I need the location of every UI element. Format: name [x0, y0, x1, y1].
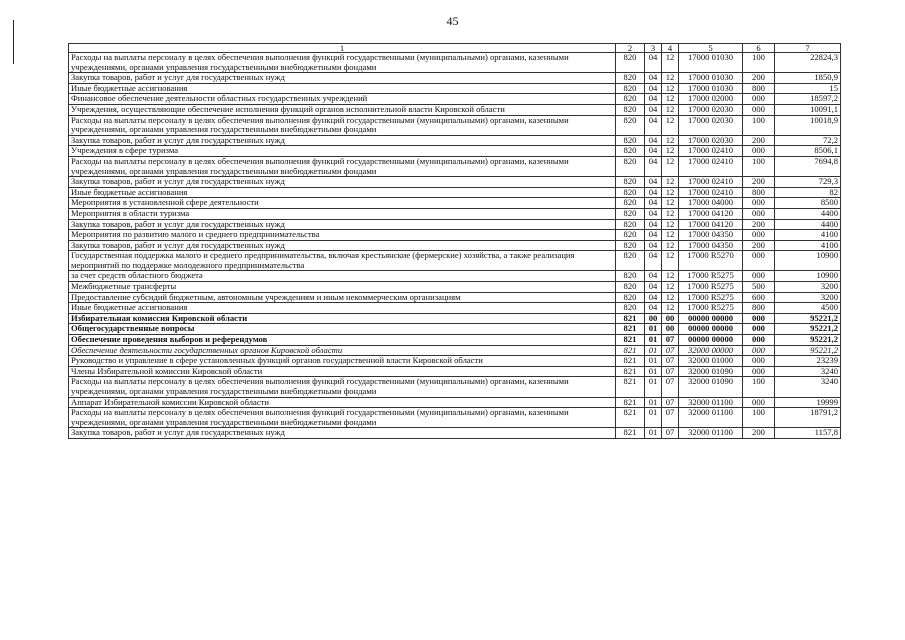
- row-amount: 8506,1: [775, 146, 841, 157]
- row-expense-type: 000: [743, 230, 775, 241]
- row-amount: 23239: [775, 356, 841, 367]
- row-admin-code: 821: [616, 356, 645, 367]
- row-target-article: 17000 R5275: [679, 303, 743, 314]
- row-name: Закупка товаров, работ и услуг для государственных нужд: [69, 73, 616, 84]
- row-section: 04: [645, 73, 662, 84]
- row-target-article: 00000 00000: [679, 335, 743, 346]
- row-target-article: 32000 01100: [679, 397, 743, 408]
- row-admin-code: 820: [616, 251, 645, 271]
- row-section: 04: [645, 146, 662, 157]
- row-subsection: 07: [662, 408, 679, 428]
- row-admin-code: 820: [616, 219, 645, 230]
- table-row: [69, 104, 841, 115]
- row-section: 04: [645, 104, 662, 115]
- row-name: Учреждения, осуществляющие обеспечение исполнения функций органов исполнительной власти Кировской области: [69, 104, 616, 115]
- row-admin-code: 820: [616, 230, 645, 241]
- row-section: 04: [645, 115, 662, 135]
- row-admin-code: 820: [616, 240, 645, 251]
- row-amount: 19999: [775, 397, 841, 408]
- row-admin-code: 820: [616, 198, 645, 209]
- row-expense-type: 600: [743, 292, 775, 303]
- row-admin-code: 820: [616, 146, 645, 157]
- table-row: [69, 292, 841, 303]
- row-subsection: 12: [662, 187, 679, 198]
- row-admin-code: 821: [616, 397, 645, 408]
- row-name: Мероприятия в области туризма: [69, 208, 616, 219]
- row-expense-type: 000: [743, 366, 775, 377]
- header-col-4: 4: [662, 44, 679, 53]
- row-subsection: 07: [662, 356, 679, 367]
- row-amount: 4400: [775, 219, 841, 230]
- row-expense-type: 100: [743, 115, 775, 135]
- table-row: [69, 356, 841, 367]
- row-amount: 729,3: [775, 177, 841, 188]
- table-row: [69, 335, 841, 346]
- row-name: Учреждения в сфере туризма: [69, 146, 616, 157]
- row-expense-type: 100: [743, 156, 775, 176]
- row-expense-type: 000: [743, 397, 775, 408]
- row-amount: 95221,2: [775, 313, 841, 324]
- row-name: Руководство и управление в сфере установленных функций органов государственной власти Кировской области: [69, 356, 616, 367]
- row-name: Закупка товаров, работ и услуг для государственных нужд: [69, 177, 616, 188]
- row-subsection: 12: [662, 208, 679, 219]
- row-expense-type: 000: [743, 335, 775, 346]
- row-amount: 3200: [775, 292, 841, 303]
- row-expense-type: 000: [743, 208, 775, 219]
- row-expense-type: 000: [743, 94, 775, 105]
- row-admin-code: 821: [616, 335, 645, 346]
- table-row: [69, 397, 841, 408]
- row-subsection: 12: [662, 73, 679, 84]
- row-name: Мероприятия по развитию малого и среднего предпринимательства: [69, 230, 616, 241]
- row-admin-code: 820: [616, 282, 645, 293]
- row-target-article: 17000 02410: [679, 146, 743, 157]
- row-admin-code: 820: [616, 104, 645, 115]
- row-section: 04: [645, 230, 662, 241]
- row-expense-type: 000: [743, 251, 775, 271]
- row-amount: 1850,9: [775, 73, 841, 84]
- row-name: Иные бюджетные ассигнования: [69, 187, 616, 198]
- row-admin-code: 820: [616, 135, 645, 146]
- row-target-article: 17000 02410: [679, 156, 743, 176]
- row-subsection: 12: [662, 104, 679, 115]
- row-target-article: 17000 R5275: [679, 282, 743, 293]
- row-target-article: 17000 01030: [679, 73, 743, 84]
- row-amount: 10091,1: [775, 104, 841, 115]
- header-col-2: 2: [616, 44, 645, 53]
- row-target-article: 17000 02030: [679, 135, 743, 146]
- row-target-article: 17000 02000: [679, 94, 743, 105]
- row-admin-code: 820: [616, 177, 645, 188]
- row-amount: 95221,2: [775, 324, 841, 335]
- row-expense-type: 000: [743, 313, 775, 324]
- row-expense-type: 200: [743, 177, 775, 188]
- row-section: 04: [645, 177, 662, 188]
- table-header-row: [69, 44, 841, 53]
- row-amount: 7694,8: [775, 156, 841, 176]
- row-admin-code: 821: [616, 366, 645, 377]
- row-admin-code: 820: [616, 73, 645, 84]
- row-admin-code: 820: [616, 292, 645, 303]
- row-name: Закупка товаров, работ и услуг для государственных нужд: [69, 240, 616, 251]
- row-subsection: 12: [662, 303, 679, 314]
- row-name: Предоставление субсидий бюджетным, автономным учреждениям и иным некоммерческим организациям: [69, 292, 616, 303]
- row-section: 01: [645, 345, 662, 356]
- table-row: [69, 135, 841, 146]
- row-expense-type: 200: [743, 135, 775, 146]
- row-amount: 95221,2: [775, 345, 841, 356]
- table-row: [69, 428, 841, 439]
- row-amount: 10018,9: [775, 115, 841, 135]
- table-row: [69, 282, 841, 293]
- row-name: Расходы на выплаты персоналу в целях обеспечения выполнения функций государственными (муниципальными) органами, казенными учреждениями, органами управления государственными внебюджетными фондами: [69, 156, 616, 176]
- row-target-article: 32000 01100: [679, 428, 743, 439]
- table-row: [69, 115, 841, 135]
- row-amount: 82: [775, 187, 841, 198]
- table-row: [69, 187, 841, 198]
- row-subsection: 07: [662, 335, 679, 346]
- row-section: 04: [645, 187, 662, 198]
- row-section: 01: [645, 335, 662, 346]
- table-body: [69, 53, 841, 439]
- table-row: [69, 156, 841, 176]
- row-section: 01: [645, 408, 662, 428]
- row-admin-code: 820: [616, 83, 645, 94]
- row-subsection: 12: [662, 271, 679, 282]
- row-name: Общегосударственные вопросы: [69, 324, 616, 335]
- row-section: 04: [645, 303, 662, 314]
- row-amount: 4400: [775, 208, 841, 219]
- row-admin-code: 820: [616, 115, 645, 135]
- row-section: 04: [645, 251, 662, 271]
- row-name: Межбюджетные трансферты: [69, 282, 616, 293]
- row-expense-type: 100: [743, 408, 775, 428]
- header-col-7: 7: [775, 44, 841, 53]
- row-expense-type: 800: [743, 83, 775, 94]
- table-row: [69, 219, 841, 230]
- row-amount: 18791,2: [775, 408, 841, 428]
- table-row: [69, 324, 841, 335]
- row-subsection: 12: [662, 198, 679, 209]
- header-col-6: 6: [743, 44, 775, 53]
- row-amount: 10900: [775, 271, 841, 282]
- row-admin-code: 820: [616, 271, 645, 282]
- row-section: 01: [645, 366, 662, 377]
- row-subsection: 00: [662, 313, 679, 324]
- table-row: [69, 240, 841, 251]
- row-target-article: 17000 04120: [679, 208, 743, 219]
- row-admin-code: 821: [616, 408, 645, 428]
- table-row: [69, 303, 841, 314]
- row-subsection: 12: [662, 240, 679, 251]
- table-row: [69, 377, 841, 397]
- row-expense-type: 800: [743, 187, 775, 198]
- row-subsection: 07: [662, 397, 679, 408]
- row-name: Расходы на выплаты персоналу в целях обеспечения выполнения функций государственными (муниципальными) органами, казенными учреждениями, органами управления государственными внебюджетными фондами: [69, 115, 616, 135]
- row-expense-type: 000: [743, 356, 775, 367]
- row-name: Обеспечение проведения выборов и референдумов: [69, 335, 616, 346]
- table-row: [69, 73, 841, 84]
- row-target-article: 17000 R5270: [679, 251, 743, 271]
- table-row: [69, 366, 841, 377]
- row-name: Избирательная комиссия Кировской области: [69, 313, 616, 324]
- row-name: Расходы на выплаты персоналу в целях обеспечения выполнения функций государственными (муниципальными) органами, казенными учреждениями, органами управления государственными внебюджетными фондами: [69, 53, 616, 73]
- row-amount: 18597,2: [775, 94, 841, 105]
- row-section: 04: [645, 208, 662, 219]
- row-amount: 3240: [775, 366, 841, 377]
- table-row: [69, 146, 841, 157]
- row-name: Государственная поддержка малого и среднего предпринимательства, включая крестьянские (фермерские) хозяйства, а также реализация мероприятий по поддержке молодежного предпринимательства: [69, 251, 616, 271]
- header-col-1: 1: [69, 44, 616, 53]
- row-subsection: 12: [662, 282, 679, 293]
- row-section: 04: [645, 271, 662, 282]
- row-target-article: 17000 01030: [679, 83, 743, 94]
- row-section: 00: [645, 313, 662, 324]
- row-subsection: 07: [662, 377, 679, 397]
- row-expense-type: 800: [743, 303, 775, 314]
- row-target-article: 32000 01090: [679, 366, 743, 377]
- row-section: 01: [645, 356, 662, 367]
- row-amount: 4500: [775, 303, 841, 314]
- row-target-article: 17000 02410: [679, 177, 743, 188]
- row-subsection: 12: [662, 219, 679, 230]
- row-target-article: 17000 02410: [679, 187, 743, 198]
- row-expense-type: 100: [743, 53, 775, 73]
- row-admin-code: 821: [616, 313, 645, 324]
- row-admin-code: 820: [616, 208, 645, 219]
- row-target-article: 32000 00000: [679, 345, 743, 356]
- table-row: [69, 83, 841, 94]
- row-subsection: 07: [662, 428, 679, 439]
- row-expense-type: 200: [743, 428, 775, 439]
- row-name: Расходы на выплаты персоналу в целях обеспечения выполнения функций государственными (муниципальными) органами, казенными учреждениями, органами управления государственными внебюджетными фондами: [69, 408, 616, 428]
- header-col-3: 3: [645, 44, 662, 53]
- table-row: [69, 94, 841, 105]
- row-target-article: 17000 R5275: [679, 271, 743, 282]
- row-expense-type: 000: [743, 146, 775, 157]
- row-admin-code: 820: [616, 156, 645, 176]
- row-section: 04: [645, 156, 662, 176]
- row-admin-code: 821: [616, 377, 645, 397]
- table-row: [69, 53, 841, 73]
- row-expense-type: 000: [743, 271, 775, 282]
- table-row: [69, 198, 841, 209]
- row-subsection: 00: [662, 324, 679, 335]
- row-section: 01: [645, 324, 662, 335]
- row-amount: 15: [775, 83, 841, 94]
- row-amount: 4100: [775, 240, 841, 251]
- row-subsection: 12: [662, 94, 679, 105]
- row-admin-code: 821: [616, 345, 645, 356]
- row-admin-code: 820: [616, 187, 645, 198]
- row-subsection: 07: [662, 366, 679, 377]
- row-subsection: 12: [662, 115, 679, 135]
- row-section: 04: [645, 282, 662, 293]
- table-row: [69, 408, 841, 428]
- row-amount: 4100: [775, 230, 841, 241]
- row-section: 01: [645, 397, 662, 408]
- page-number: 45: [446, 14, 459, 28]
- row-section: 04: [645, 219, 662, 230]
- row-admin-code: 821: [616, 428, 645, 439]
- row-admin-code: 820: [616, 94, 645, 105]
- row-target-article: 32000 01000: [679, 356, 743, 367]
- row-amount: 95221,2: [775, 335, 841, 346]
- row-subsection: 12: [662, 83, 679, 94]
- row-name: Иные бюджетные ассигнования: [69, 83, 616, 94]
- row-section: 04: [645, 53, 662, 73]
- row-target-article: 17000 04000: [679, 198, 743, 209]
- table-row: [69, 230, 841, 241]
- row-target-article: 32000 01100: [679, 408, 743, 428]
- row-subsection: 12: [662, 156, 679, 176]
- row-target-article: 17000 04350: [679, 230, 743, 241]
- row-amount: 1157,8: [775, 428, 841, 439]
- row-amount: 22824,3: [775, 53, 841, 73]
- margin-line: [13, 20, 14, 64]
- row-target-article: 32000 01090: [679, 377, 743, 397]
- row-section: 04: [645, 240, 662, 251]
- row-expense-type: 000: [743, 198, 775, 209]
- row-subsection: 12: [662, 146, 679, 157]
- table-row: [69, 251, 841, 271]
- row-subsection: 12: [662, 230, 679, 241]
- row-section: 04: [645, 83, 662, 94]
- table-row: [69, 208, 841, 219]
- row-expense-type: 200: [743, 240, 775, 251]
- row-amount: 72,2: [775, 135, 841, 146]
- row-expense-type: 000: [743, 324, 775, 335]
- row-section: 04: [645, 292, 662, 303]
- row-expense-type: 200: [743, 219, 775, 230]
- row-subsection: 12: [662, 135, 679, 146]
- table-row: [69, 271, 841, 282]
- row-name: Аппарат Избирательной комиссии Кировской области: [69, 397, 616, 408]
- row-name: Финансовое обеспечение деятельности областных государственных учреждений: [69, 94, 616, 105]
- row-target-article: 17000 01030: [679, 53, 743, 73]
- budget-table: [68, 43, 841, 439]
- table-row: [69, 313, 841, 324]
- row-name: Закупка товаров, работ и услуг для государственных нужд: [69, 135, 616, 146]
- row-name: Мероприятия в установленной сфере деятельности: [69, 198, 616, 209]
- row-target-article: 17000 04120: [679, 219, 743, 230]
- row-amount: 3200: [775, 282, 841, 293]
- row-target-article: 17000 02030: [679, 115, 743, 135]
- row-name: Закупка товаров, работ и услуг для государственных нужд: [69, 428, 616, 439]
- row-amount: 10900: [775, 251, 841, 271]
- row-name: за счет средств областного бюджета: [69, 271, 616, 282]
- row-target-article: 00000 00000: [679, 313, 743, 324]
- row-target-article: 00000 00000: [679, 324, 743, 335]
- row-subsection: 12: [662, 53, 679, 73]
- row-subsection: 12: [662, 251, 679, 271]
- row-expense-type: 500: [743, 282, 775, 293]
- row-subsection: 07: [662, 345, 679, 356]
- row-amount: 8500: [775, 198, 841, 209]
- row-name: Обеспечение деятельности государственных органов Кировской области: [69, 345, 616, 356]
- table-row: [69, 177, 841, 188]
- row-admin-code: 821: [616, 324, 645, 335]
- table-row: [69, 345, 841, 356]
- row-section: 01: [645, 377, 662, 397]
- row-section: 04: [645, 135, 662, 146]
- row-expense-type: 000: [743, 104, 775, 115]
- row-target-article: 17000 R5275: [679, 292, 743, 303]
- row-expense-type: 000: [743, 345, 775, 356]
- row-subsection: 12: [662, 177, 679, 188]
- header-col-5: 5: [679, 44, 743, 53]
- row-section: 04: [645, 94, 662, 105]
- row-expense-type: 200: [743, 73, 775, 84]
- row-expense-type: 100: [743, 377, 775, 397]
- row-admin-code: 820: [616, 53, 645, 73]
- row-target-article: 17000 04350: [679, 240, 743, 251]
- row-name: Расходы на выплаты персоналу в целях обеспечения выполнения функций государственными (муниципальными) органами, казенными учреждениями, органами управления государственными внебюджетными фондами: [69, 377, 616, 397]
- row-subsection: 12: [662, 292, 679, 303]
- row-name: Члены Избирательной комиссии Кировской области: [69, 366, 616, 377]
- row-section: 04: [645, 198, 662, 209]
- row-target-article: 17000 02030: [679, 104, 743, 115]
- row-admin-code: 820: [616, 303, 645, 314]
- row-section: 01: [645, 428, 662, 439]
- row-amount: 3240: [775, 377, 841, 397]
- row-name: Иные бюджетные ассигнования: [69, 303, 616, 314]
- row-name: Закупка товаров, работ и услуг для государственных нужд: [69, 219, 616, 230]
